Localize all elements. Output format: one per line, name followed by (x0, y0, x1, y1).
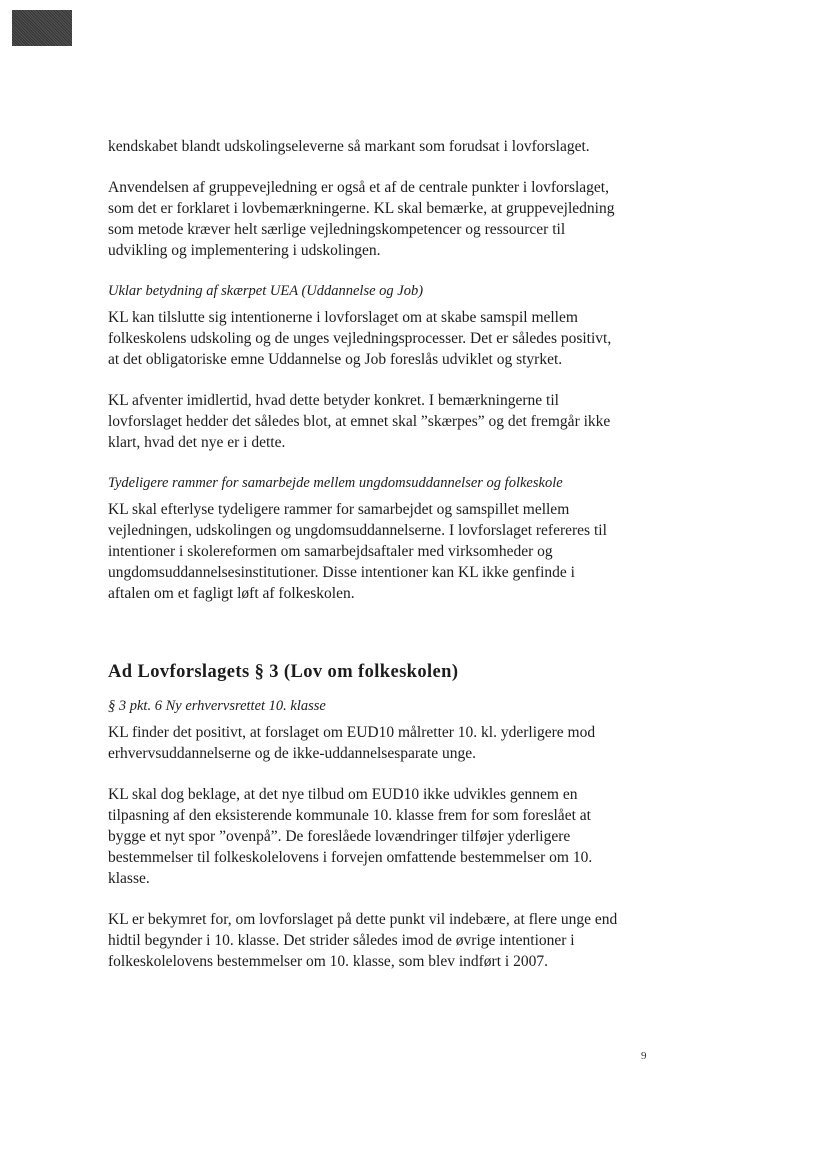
paragraph: KL kan tilslutte sig intentionerne i lovforslaget om at skabe samspil mellem folkeskolens udskoling og de unges vejledningsprocesser. Det er således positivt, at det obligatoriske emne Uddannelse og Job foreslås udviklet og styrket. (108, 309, 612, 368)
subheading-rammer: Tydeligere rammer for samarbejde mellem ungdomsuddannelser og folkeskole (108, 475, 563, 491)
corner-logo-mark (12, 10, 72, 46)
section-heading: Ad Lovforslagets § 3 (Lov om folkeskolen) (108, 662, 459, 682)
paragraph: KL afventer imidlertid, hvad dette betyder konkret. I bemærkningerne til lovforslaget hedder det således blot, at emnet skal ”skærpes” og det fremgår ikke klart, hvad det nye er i dette. (108, 392, 611, 451)
page-number: 9 (641, 1050, 647, 1062)
document-page (108, 136, 618, 992)
paragraph: KL skal dog beklage, at det nye tilbud om EUD10 ikke udvikles gennem en tilpasning af den eksisterende kommunale 10. klasse frem for som foreslået at bygge et nyt spor ”ovenpå”. De foreslåede lovændringer tilføjer yderligere bestemmelser til folkeskolelovens i forvejen omfattende bestemmelser om 10. klasse. (108, 786, 593, 887)
paragraph: kendskabet blandt udskolingseleverne så markant som forudsat i lovforslaget. (108, 138, 590, 155)
paragraph: KL skal efterlyse tydeligere rammer for samarbejdet og samspillet mellem vejledningen, udskolingen og ungdomsuddannelserne. I lovforslaget refereres til intentioner i skolereformen om samarbejdsaftaler med virksomheder og ungdomsuddannelsesinstitutioner. Disse intentioner kan KL ikke genfinde i aftalen om et fagligt løft af folkeskolen. (108, 501, 607, 602)
subheading-uea: Uklar betydning af skærpet UEA (Uddannelse og Job) (108, 283, 424, 299)
subheading-eud10: § 3 pkt. 6 Ny erhvervsrettet 10. klasse (108, 698, 326, 714)
paragraph: Anvendelsen af gruppevejledning er også et af de centrale punkter i lovforslaget, som det er forklaret i lovbemærkningerne. KL skal bemærke, at gruppevejledning som metode kræver helt særlige vejledningskompetencer og ressourcer til udvikling og implementering i udskolingen. (108, 179, 615, 259)
paragraph: KL er bekymret for, om lovforslaget på dette punkt vil indebære, at flere unge end hidtil begynder i 10. klasse. Det strider således imod de øvrige intentioner i folkeskolelovens bestemmelser om 10. klasse, som blev indført i 2007. (108, 911, 618, 970)
paragraph: KL finder det positivt, at forslaget om EUD10 målretter 10. kl. yderligere mod erhvervsuddannelserne og de ikke-uddannelsesparate unge. (108, 724, 596, 762)
